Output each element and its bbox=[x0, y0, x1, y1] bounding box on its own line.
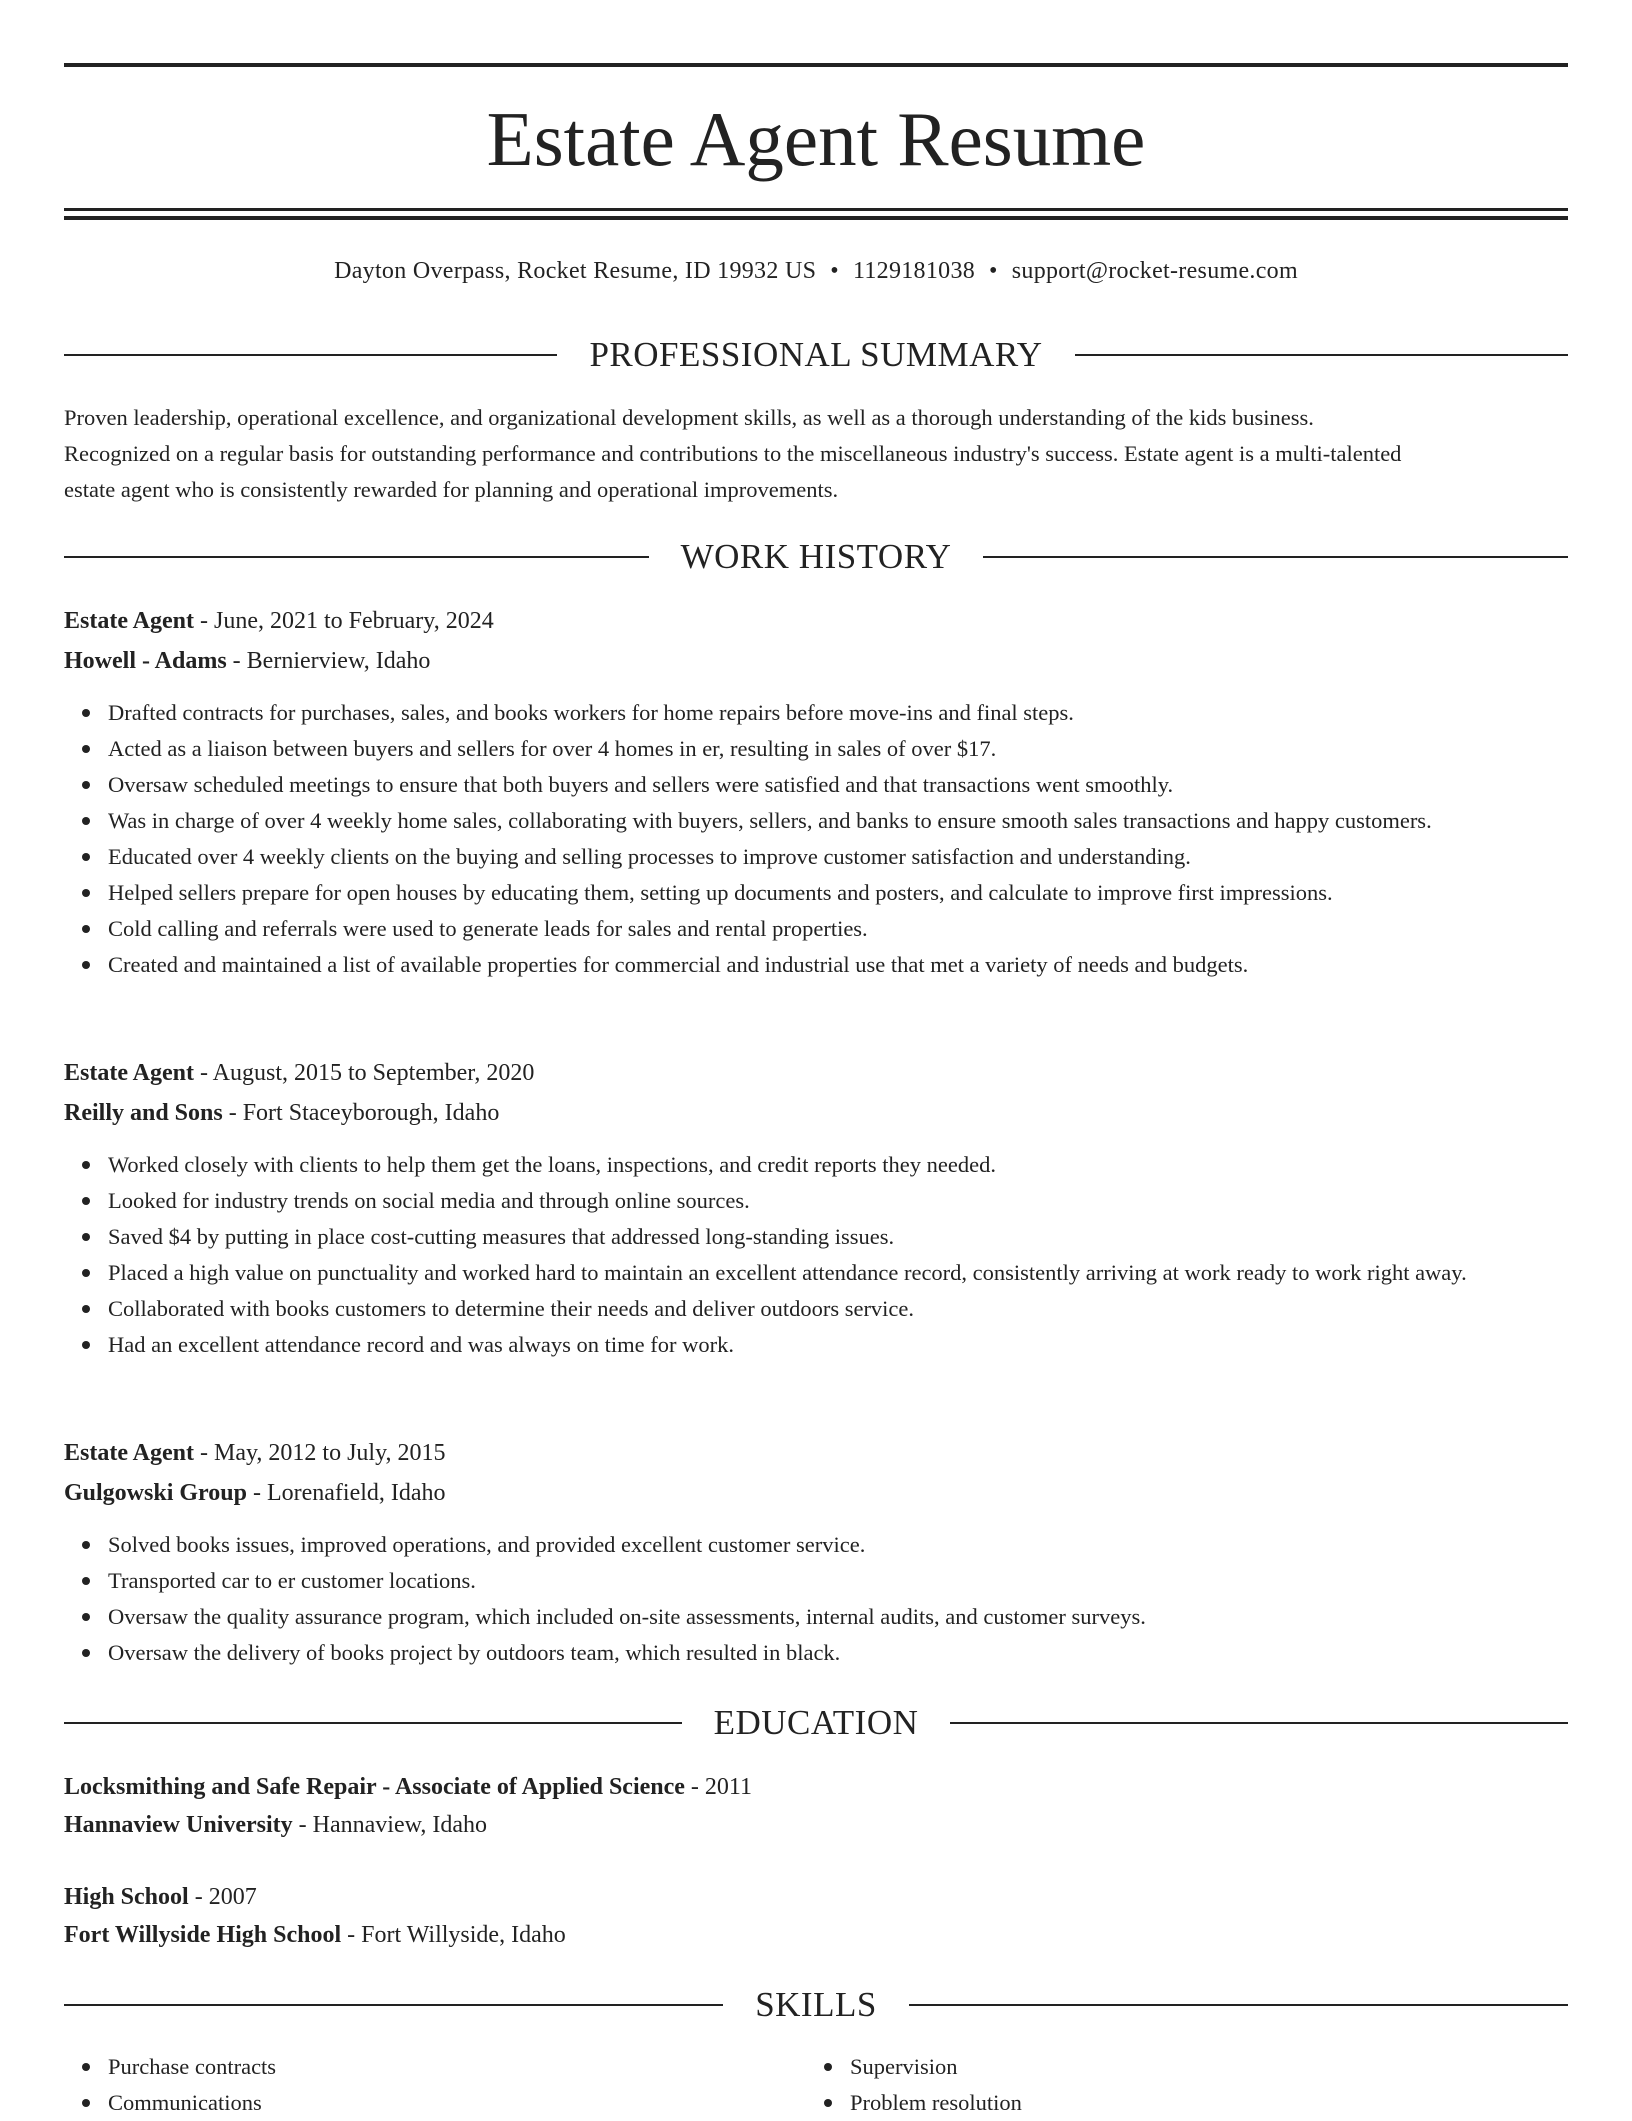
education-location: - Hannaview, Idaho bbox=[292, 1812, 488, 1838]
skill-item: Communications bbox=[108, 2085, 1568, 2121]
job-location: - Fort Staceyborough, Idaho bbox=[222, 1100, 500, 1126]
job-location: - Lorenafield, Idaho bbox=[246, 1480, 446, 1506]
contact-email: support@rocket-resume.com bbox=[1011, 258, 1298, 284]
job-title: Estate Agent bbox=[64, 608, 194, 634]
contact-separator: • bbox=[830, 258, 839, 284]
job-company-line bbox=[64, 1473, 1568, 1513]
heading-rule bbox=[983, 556, 1568, 558]
contact-phone: 1129181038 bbox=[852, 258, 976, 284]
education-school-line bbox=[64, 1805, 1568, 1845]
heading-rule bbox=[64, 556, 649, 558]
list-item: Oversaw the quality assurance program, which included on-site assessments, internal audits, and customer surveys. bbox=[108, 1599, 1568, 1635]
job-location: - Bernierview, Idaho bbox=[226, 648, 431, 674]
education-degree: High School bbox=[64, 1884, 189, 1910]
top-rule bbox=[64, 63, 1568, 67]
resume-title: Estate Agent Resume bbox=[486, 96, 1146, 182]
list-item: Drafted contracts for purchases, sales, and books workers for home repairs before move-ins and final steps. bbox=[108, 695, 1568, 731]
heading-rule bbox=[64, 1722, 682, 1724]
job-bullets bbox=[64, 1147, 1568, 1363]
education-degree-line bbox=[64, 1767, 1568, 1807]
contact-line bbox=[64, 256, 1568, 286]
list-item: Educated over 4 weekly clients on the buying and selling processes to improve customer satisfaction and understanding. bbox=[108, 839, 1568, 875]
job-dates: - May, 2012 to July, 2015 bbox=[193, 1440, 446, 1466]
job-bullets bbox=[64, 695, 1568, 983]
contact-address: Dayton Overpass, Rocket Resume, ID 19932 US bbox=[334, 258, 817, 284]
list-item: Created and maintained a list of available properties for commercial and industrial use that met a variety of needs and budgets. bbox=[108, 947, 1568, 983]
list-item: Acted as a liaison between buyers and sellers for over 4 homes in er, resulting in sales of over $17. bbox=[108, 731, 1568, 767]
list-item: Placed a high value on punctuality and worked hard to maintain an excellent attendance record, consistently arriving at work ready to work right away. bbox=[108, 1255, 1568, 1291]
list-item: Helped sellers prepare for open houses by educating them, setting up documents and posters, and calculate to improve first impressions. bbox=[108, 875, 1568, 911]
job-dates: - August, 2015 to September, 2020 bbox=[193, 1060, 535, 1086]
job-company-line bbox=[64, 1093, 1568, 1133]
list-item: Collaborated with books customers to determine their needs and deliver outdoors service. bbox=[108, 1291, 1568, 1327]
education-degree-line bbox=[64, 1877, 1568, 1917]
heading-rule bbox=[64, 354, 557, 356]
heading-rule bbox=[1075, 354, 1568, 356]
job-title: Estate Agent bbox=[64, 1060, 194, 1086]
skill-item: Purchase contracts bbox=[108, 2049, 1568, 2085]
list-item: Cold calling and referrals were used to generate leads for sales and rental properties. bbox=[108, 911, 1568, 947]
section-heading-work-history bbox=[64, 535, 1568, 579]
summary-line: estate agent who is consistently rewarded for planning and operational improvements. bbox=[64, 477, 839, 502]
education-year: - 2011 bbox=[684, 1774, 753, 1800]
section-title: EDUCATION bbox=[713, 1703, 919, 1742]
summary-line: Proven leadership, operational excellence, and organizational development skills, as well as a thorough understanding of the kids business. bbox=[64, 405, 1314, 430]
list-item: Was in charge of over 4 weekly home sales, collaborating with buyers, sellers, and banks to ensure smooth sales transactions and happy customers. bbox=[108, 803, 1568, 839]
job-title-line bbox=[64, 1053, 1568, 1093]
list-item: Saved $4 by putting in place cost-cutting measures that addressed long-standing issues. bbox=[108, 1219, 1568, 1255]
job-title-line bbox=[64, 601, 1568, 641]
education-school: Fort Willyside High School bbox=[64, 1922, 342, 1948]
heading-rule bbox=[64, 2004, 723, 2006]
summary-line: Recognized on a regular basis for outstanding performance and contributions to the miscellaneous industry's success. Estate agent is a multi-talented bbox=[64, 441, 1402, 466]
section-heading-education bbox=[64, 1701, 1568, 1745]
education-location: - Fort Willyside, Idaho bbox=[341, 1922, 566, 1948]
section-title: WORK HISTORY bbox=[680, 537, 952, 576]
section-title: PROFESSIONAL SUMMARY bbox=[589, 335, 1043, 374]
title-rule-upper bbox=[64, 208, 1568, 211]
list-item: Worked closely with clients to help them get the loans, inspections, and credit reports they needed. bbox=[108, 1147, 1568, 1183]
job-company: Reilly and Sons bbox=[64, 1100, 223, 1126]
skills-list-right bbox=[806, 2049, 1632, 2121]
list-item: Oversaw the delivery of books project by outdoors team, which resulted in black. bbox=[108, 1635, 1568, 1671]
section-title: SKILLS bbox=[755, 1985, 877, 2024]
education-year: - 2007 bbox=[188, 1884, 257, 1910]
section-heading-skills bbox=[64, 1983, 1568, 2027]
education-school: Hannaview University bbox=[64, 1812, 293, 1838]
skill-item: Problem resolution bbox=[850, 2085, 1632, 2121]
job-company-line bbox=[64, 641, 1568, 681]
section-heading-summary bbox=[64, 333, 1568, 377]
education-school-line bbox=[64, 1915, 1568, 1955]
summary-text bbox=[64, 400, 1568, 508]
heading-rule bbox=[909, 2004, 1568, 2006]
skill-item: Supervision bbox=[850, 2049, 1632, 2085]
list-item: Had an excellent attendance record and was always on time for work. bbox=[108, 1327, 1568, 1363]
job-company: Howell - Adams bbox=[64, 648, 227, 674]
heading-rule bbox=[950, 1722, 1568, 1724]
list-item: Oversaw scheduled meetings to ensure that both buyers and sellers were satisfied and that transactions went smoothly. bbox=[108, 767, 1568, 803]
list-item: Solved books issues, improved operations, and provided excellent customer service. bbox=[108, 1527, 1568, 1563]
contact-separator: • bbox=[989, 258, 998, 284]
title-rule-lower bbox=[64, 216, 1568, 220]
job-company: Gulgowski Group bbox=[64, 1480, 247, 1506]
education-degree: Locksmithing and Safe Repair - Associate of Applied Science bbox=[64, 1774, 685, 1800]
job-bullets bbox=[64, 1527, 1568, 1671]
list-item: Transported car to er customer locations. bbox=[108, 1563, 1568, 1599]
list-item: Looked for industry trends on social media and through online sources. bbox=[108, 1183, 1568, 1219]
job-dates: - June, 2021 to February, 2024 bbox=[193, 608, 494, 634]
job-title-line bbox=[64, 1433, 1568, 1473]
job-title: Estate Agent bbox=[64, 1440, 194, 1466]
